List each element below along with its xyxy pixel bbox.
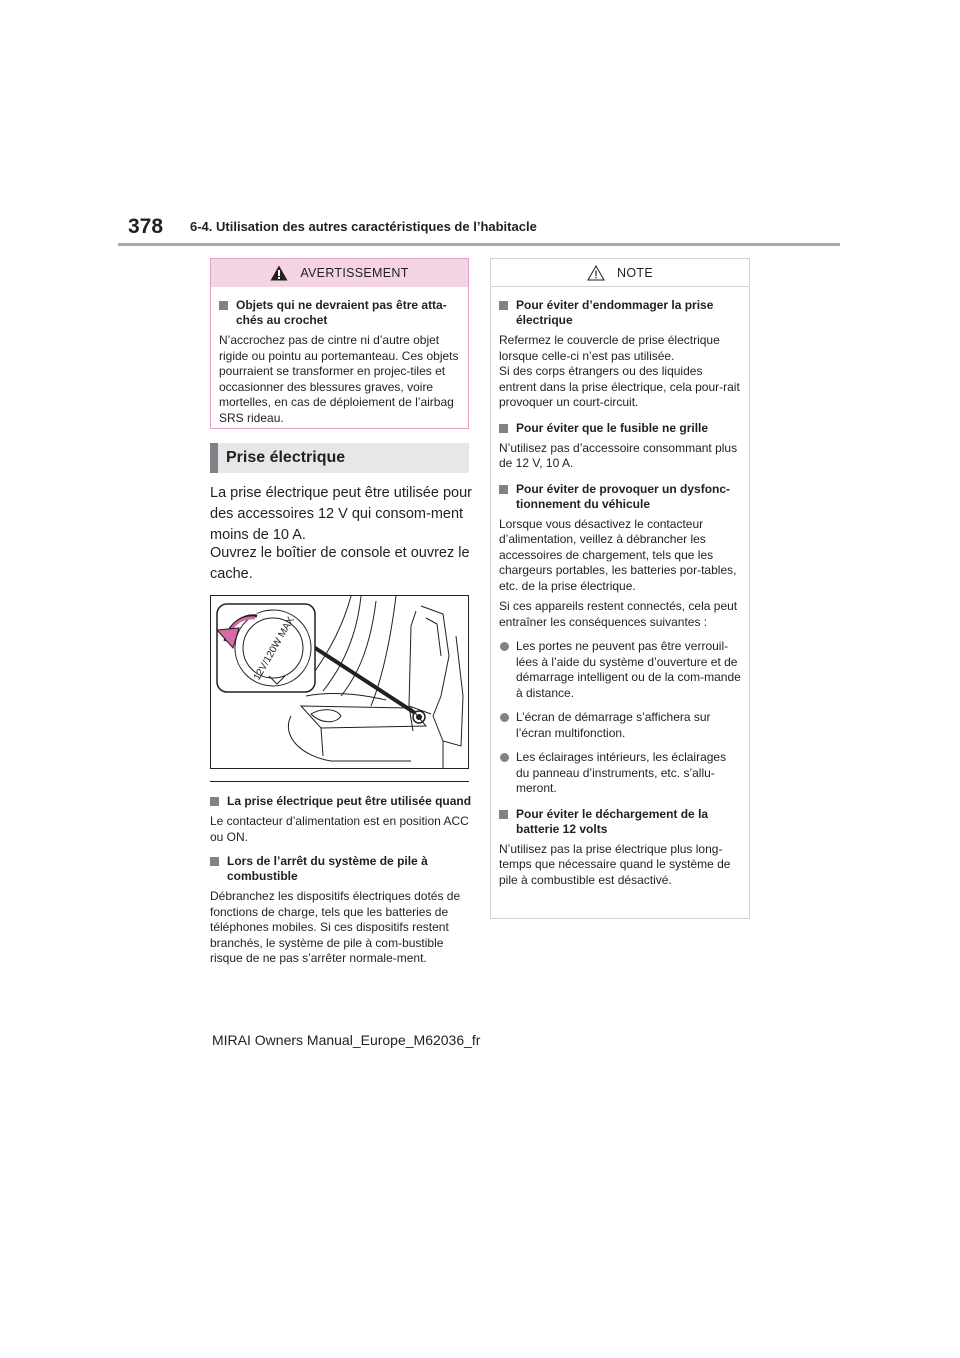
note-bullet-2: L’écran de démarrage s’affichera sur l’écran multifonction. (499, 710, 741, 741)
note-heading-2: Pour éviter que le fusible ne grille (499, 421, 741, 436)
note-text-3: Lorsque vous désactivez le contacteur d’alimentation, veillez à débrancher les accessoires de chargement, tels que les chargeurs portables, les batteries por-tables, etc. de la prise électrique. (499, 516, 737, 593)
cap-text: 12V/120W MAX (251, 615, 297, 683)
warning-header (211, 259, 468, 287)
warning-triangle-icon (270, 265, 288, 281)
note-text-3b: Si ces appareils restent connectés, cela peut entraîner les conséquences suivantes : (499, 599, 738, 629)
note-text-2: N’utilisez pas d’accessoire consommant plus de 12 V, 10 A. (499, 440, 738, 470)
warning-text: N’accrochez pas de cintre ni d’autre objet rigide ou pointu au portemanteau. Ces objets pourraient se transformer en projec-tiles et occasionner des blessures graves, voire mortelles, en cas de déploiement de l’airbag SRS rideau. (219, 333, 459, 425)
note-bullet-1: Les portes ne peuvent pas être verrouil-lées à l’aide du système d’ouverture et de démarrage intelligent ou de la com-mande à distance. (499, 639, 741, 701)
intro-paragraph-2: Ouvrez le boîtier de console et ouvrez le cache. (210, 545, 470, 582)
detail-text-2: Débranchez les dispositifs électriques dotés de fonctions de charge, tels que les batteries de téléphones mobiles. Si ces dispositifs restent branchés, le système de pile à com-bustible risque de ne pas s’arrêter normale-ment. (210, 889, 461, 965)
page-number: 378 (128, 215, 164, 238)
note-text-1: Refermez le couvercle de prise électrique lorsque celle-ci n’est pas utilisée. Si des corps étrangers ou des liquides entrent dans la prise électrique, cela pour-rait provoquer un court-circuit. (499, 333, 740, 409)
intro-paragraph-1: La prise électrique peut être utilisée pour des accessoires 12 V qui consom-ment moins de 10 A. (210, 485, 472, 543)
note-box (490, 258, 750, 919)
note-heading-4: Pour éviter le déchargement de la batterie 12 volts (499, 807, 741, 837)
power-outlet-illustration (210, 595, 469, 769)
caution-triangle-icon (587, 265, 605, 281)
footer: MIRAI Owners Manual_Europe_M62036_fr (212, 1032, 481, 1048)
warning-heading: Objets qui ne devraient pas être atta-chés au crochet (219, 298, 460, 328)
warning-box (210, 258, 469, 429)
note-heading-3: Pour éviter de provoquer un dysfonc-tionnement du véhicule (499, 482, 741, 512)
warning-label: AVERTISSEMENT (300, 266, 409, 280)
note-bullet-3: Les éclairages intérieurs, les éclairages du panneau d’instruments, etc. s’allu-meront. (499, 750, 741, 797)
detail-heading-2: Lors de l’arrêt du système de pile à combustible (210, 854, 472, 884)
section-header: 6-4. Utilisation des autres caractéristiques de l’habitacle (190, 219, 537, 234)
note-label: NOTE (617, 265, 653, 280)
detail-heading-1: La prise électrique peut être utilisée quand (210, 794, 472, 809)
note-text-4: N’utilisez pas la prise électrique plus long-temps que nécessaire quand le système de pile à combustible est désactivé. (499, 841, 731, 887)
note-heading-1: Pour éviter d’endommager la prise électrique (499, 298, 741, 328)
figure-rule (210, 781, 469, 782)
outlet-details (210, 789, 472, 967)
note-header (491, 259, 749, 287)
header-rule (118, 243, 840, 246)
detail-text-1: Le contacteur d’alimentation est en position ACC ou ON. (210, 814, 469, 844)
section-title: Prise électrique (210, 443, 469, 473)
